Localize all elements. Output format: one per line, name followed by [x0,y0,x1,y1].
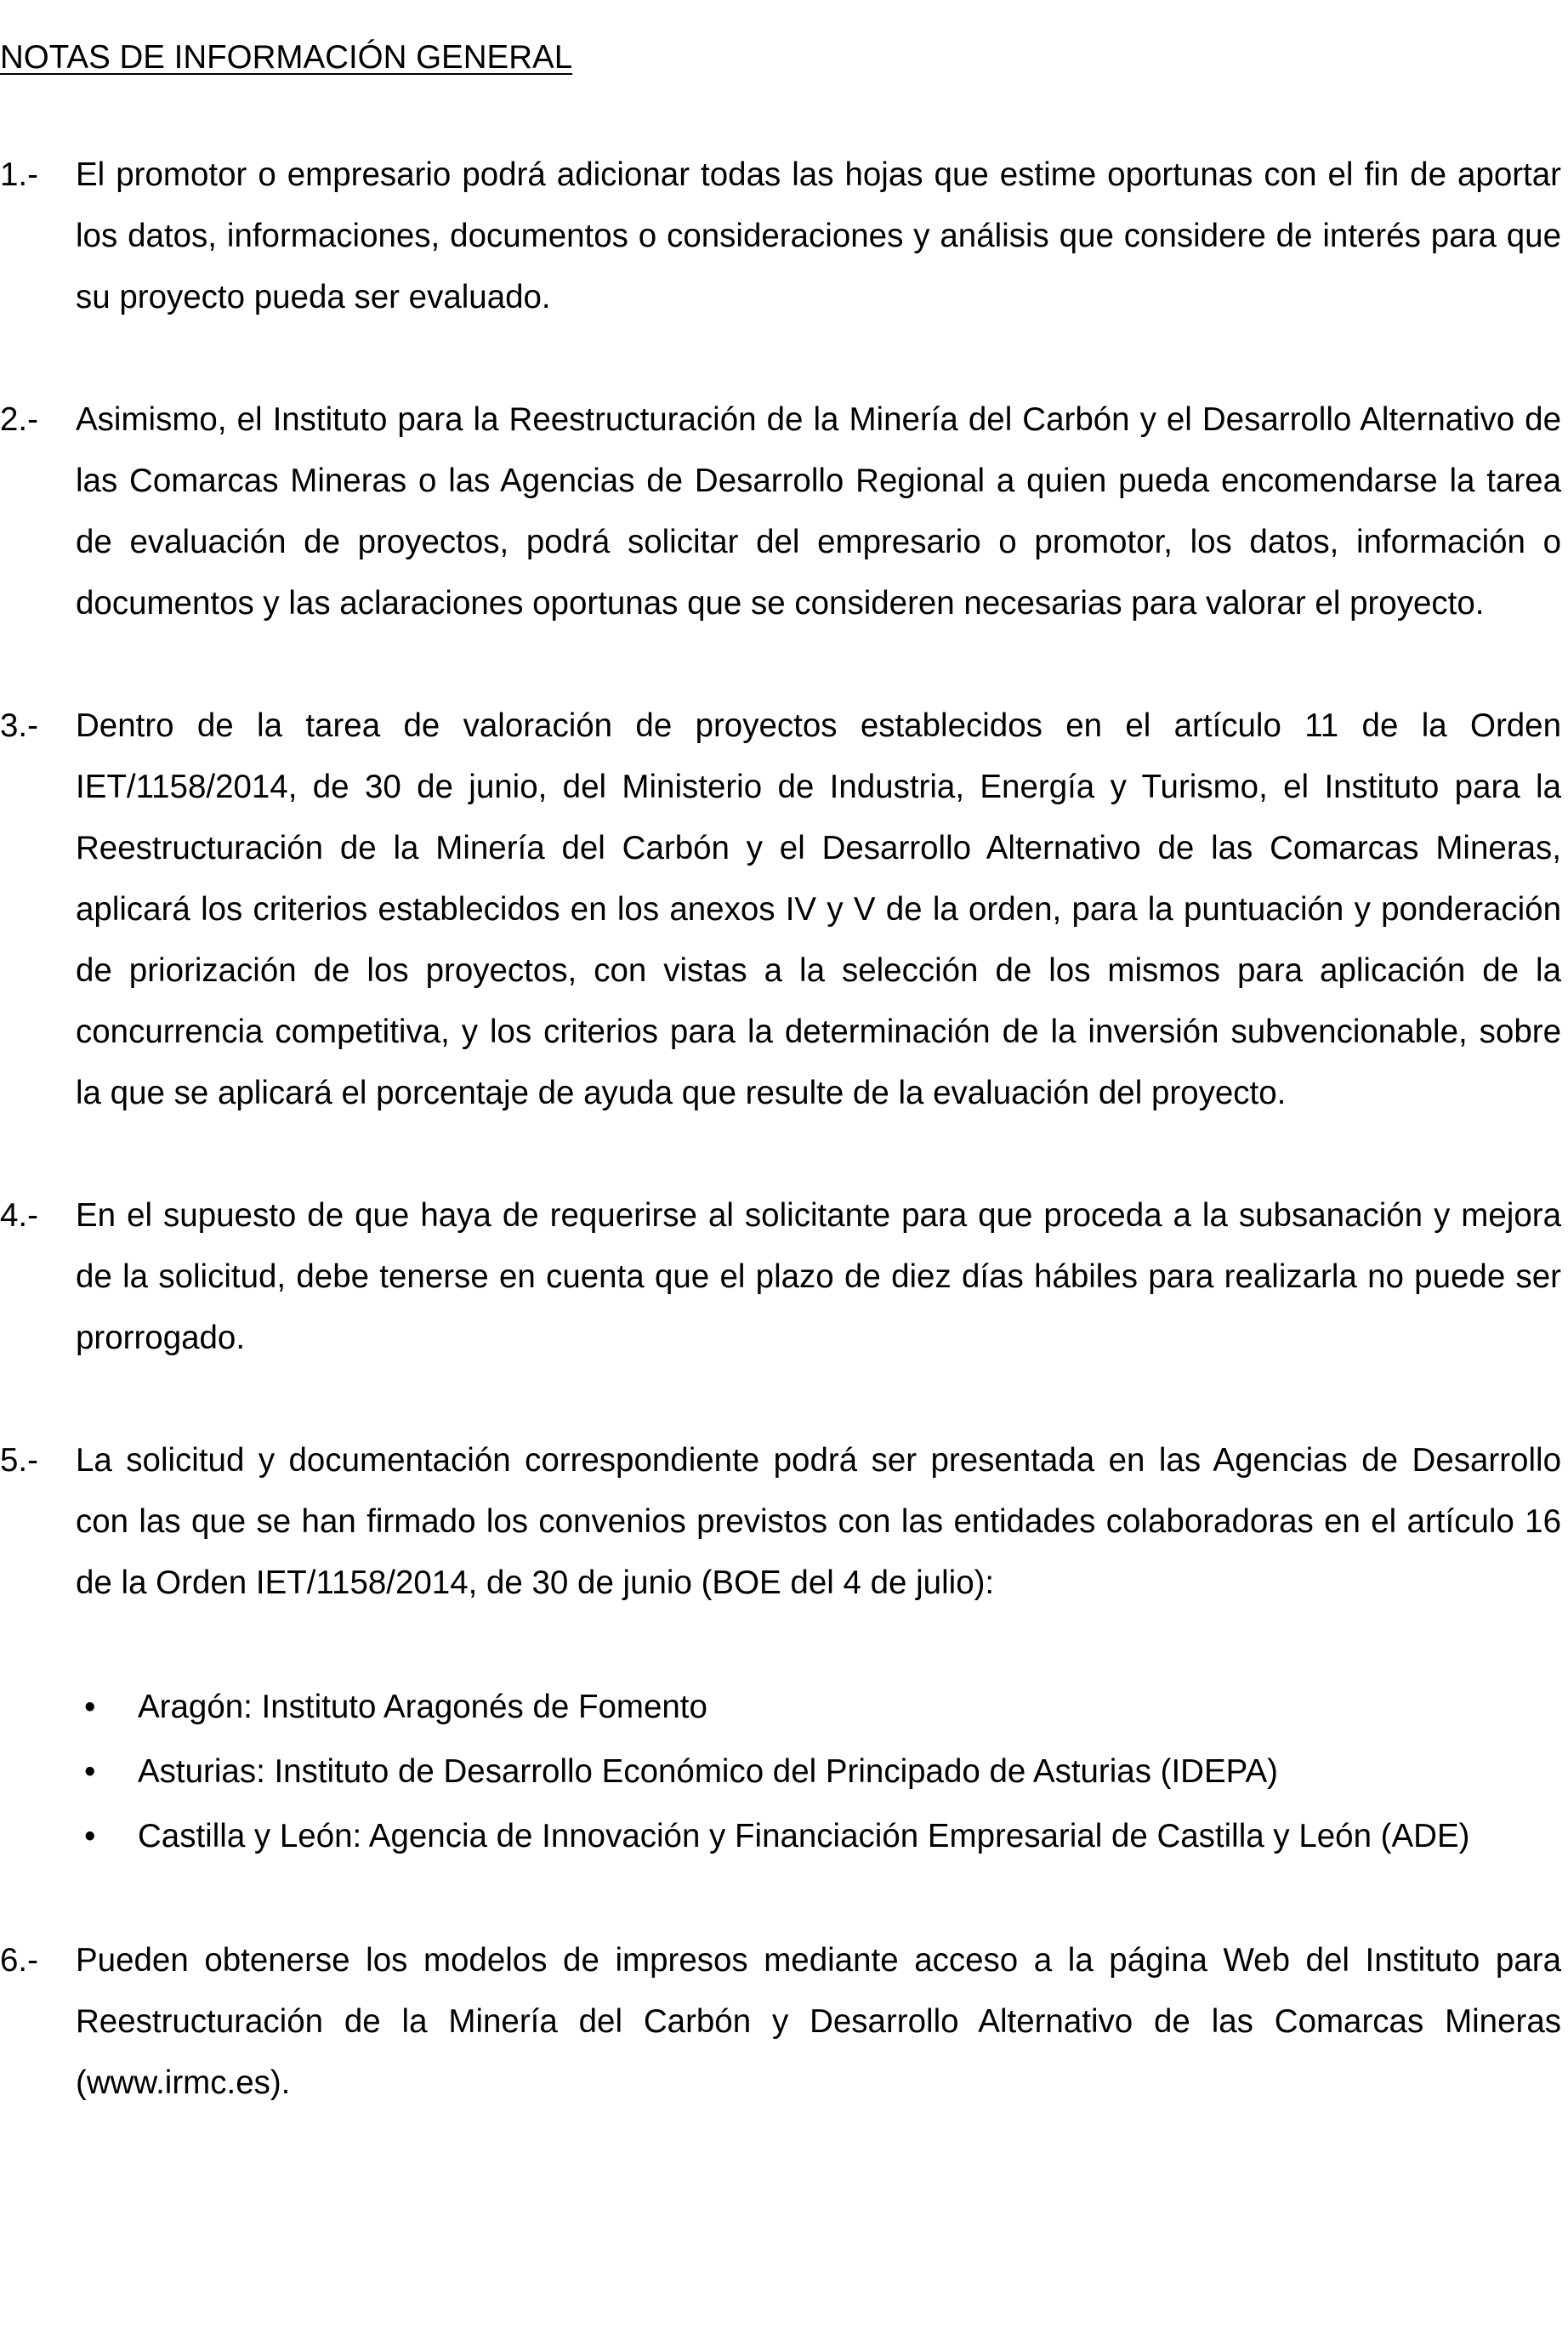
note-text: En el supuesto de que haya de requerirse al solicitante para que proceda a la subsanación y mejora de la solicitud, debe tenerse en cuenta que el plazo de diez días hábiles para realizarla no puede ser prorrogado. [76,1197,1561,1356]
list-item-text: Castilla y León: Agencia de Innovación y Financiación Empresarial de Castilla y León (ADE) [138,1818,1470,1854]
list-item [76,1740,1561,1804]
note-number: 5.- [0,1442,38,1479]
note-text: El promotor o empresario podrá adicionar todas las hojas que estime oportunas con el fin de aportar los datos, informaciones, documentos o consideraciones y análisis que considere de interés para que su proyecto pueda ser evaluado. [76,156,1561,315]
note-number: 4.- [0,1197,38,1234]
note-number: 2.- [0,401,38,438]
note-number: 6.- [0,1942,38,1979]
note-text: Dentro de la tarea de valoración de proyectos establecidos en el artículo 11 de la Orden IET/1158/2014, de 30 de junio, del Ministerio de Industria, Energía y Turismo, el Instituto para la Reestructuración de la Minería del Carbón y el Desarrollo Alternativo de las Comarcas Mineras, aplicará los criterios establecidos en los anexos IV y V de la orden, para la puntuación y ponderación de priorización de los proyectos, con vistas a la selección de los mismos para aplicación de la concurrencia competitiva, y los criterios para la determinación de la inversión subvencionable, sobre la que se aplicará el porcentaje de ayuda que resulte de la evaluación del proyecto. [76,707,1561,1111]
bullet-icon: • [84,1818,96,1854]
list-item-text: Asturias: Instituto de Desarrollo Económico del Principado de Asturias (IDEPA) [138,1753,1278,1790]
list-item [76,1804,1561,1869]
note-4 [0,1185,1561,1369]
note-number: 3.- [0,707,38,744]
note-2 [0,389,1561,634]
bullet-icon: • [84,1753,96,1790]
bullet-icon: • [84,1689,96,1725]
page-title: NOTAS DE INFORMACIÓN GENERAL [0,39,573,76]
note-text: Asimismo, el Instituto para la Reestructuración de la Minería del Carbón y el Desarrollo Alternativo de las Comarcas Mineras o las Agencias de Desarrollo Regional a quien pueda encomendarse la tarea de evaluación de proyectos, podrá solicitar del empresario o promotor, los datos, información o documentos y las aclaraciones oportunas que se consideren necesarias para valorar el proyecto. [76,401,1561,622]
note-3 [0,696,1561,1124]
list-item-text: Aragón: Instituto Aragonés de Fomento [138,1689,707,1725]
agency-list [76,1675,1561,1869]
note-1 [0,145,1561,328]
note-body [76,1430,1561,1869]
note-text: Pueden obtenerse los modelos de impresos mediante acceso a la página Web del Instituto para Reestructuración de la Minería del Carbón y Desarrollo Alternativo de las Comarcas Mineras (www.irmc.es). [76,1942,1561,2101]
note-number: 1.- [0,156,38,193]
note-text: La solicitud y documentación correspondiente podrá ser presentada en las Agencias de Desarrollo con las que se han firmado los convenios previstos con las entidades colaboradoras en el artículo 16 de la Orden IET/1158/2014, de 30 de junio (BOE del 4 de julio): [76,1442,1561,1601]
note-5 [0,1430,1561,1869]
note-6 [0,1930,1561,2114]
list-item [76,1675,1561,1740]
